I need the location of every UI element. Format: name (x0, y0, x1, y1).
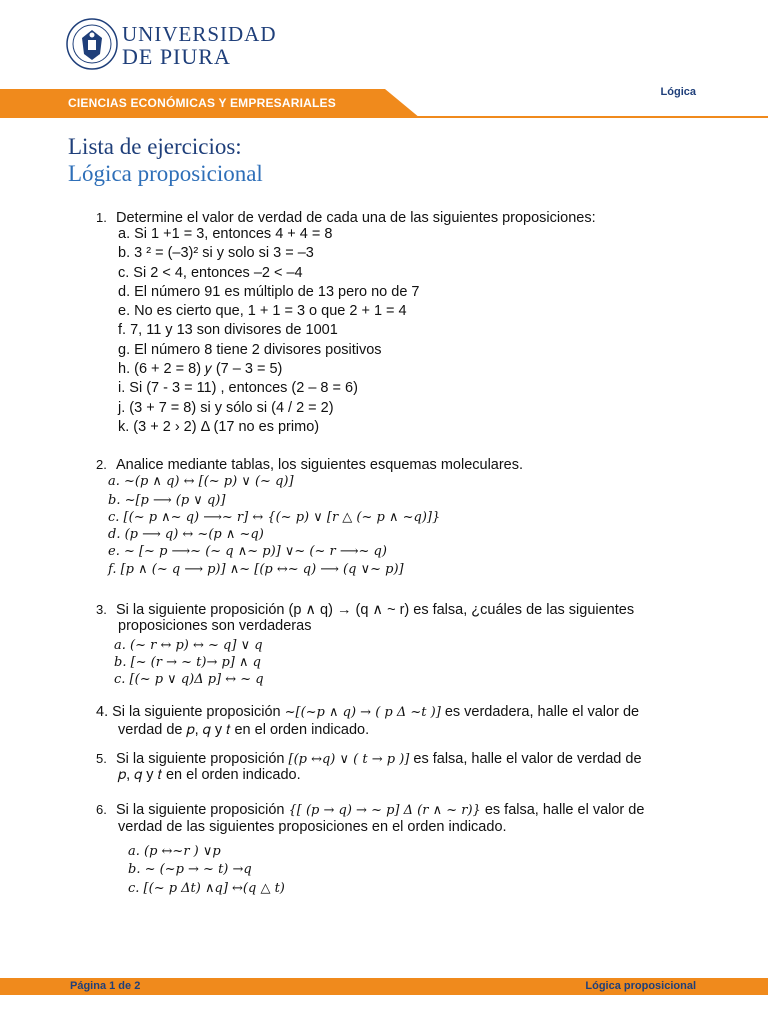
q1-item-d: d. El número 91 es múltiplo de 13 pero no de 7 (118, 284, 420, 300)
q2-number: 2. (96, 457, 107, 472)
university-name-line2: DE PIURA (122, 44, 231, 69)
q4-line1 (96, 703, 639, 723)
q5-line2: 𝑝, 𝑞 y 𝑡 en el orden indicado. (118, 767, 301, 783)
faculty-name: CIENCIAS ECONÓMICAS Y EMPRESARIALES (68, 96, 336, 110)
q2-item-c: c. [(~ 𝑝 ∧~ 𝑞) ⟶~ 𝑟] ↔ {(~ 𝑝) ∨ [𝑟 △ (~ 𝑝 ∧ ~𝑞)]} (108, 510, 441, 525)
q2-item-d: d. (𝑝 ⟶ 𝑞) ↔ ~(𝑝 ∧ ~𝑞) (108, 527, 264, 542)
q1-item-k: k. (3 + 2 › 2) Δ (17 no es primo) (118, 419, 320, 435)
q6-item-b: b. ~ (~𝑝 → ~ 𝑡) →𝑞 (128, 862, 252, 877)
q3-item-a: a. (~ 𝑟 ↔ 𝑝) ↔ ~ 𝑞] ∨ 𝑞 (114, 638, 263, 653)
q5-number: 5. (96, 751, 107, 766)
q2-item-e: e. ~ [~ 𝑝 ⟶~ (~ 𝑞 ∧~ 𝑝)] ∨~ (~ 𝑟 ⟶~ 𝑞) (108, 544, 387, 559)
q1-item-f: f. 7, 11 y 13 son divisores de 1001 (118, 322, 338, 338)
q6-item-c: c. [(~ 𝑝 Δ𝑡) ∧𝑞] ↔(𝑞 △ 𝑡) (128, 881, 285, 896)
q6-number: 6. (96, 802, 107, 817)
q3-number: 3. (96, 602, 107, 617)
q1-item-e: e. No es cierto que, 1 + 1 = 3 o que 2 + 1 = 4 (118, 303, 407, 319)
q4-formula: ~[(~𝑝 ∧ 𝑞) → ( 𝑝 Δ ~𝑡 )] (284, 705, 441, 720)
header-rule (0, 116, 768, 118)
q1-item-b: b. 3 ² = (–3)² si y solo si 3 = –3 (118, 245, 314, 261)
q2-item-b: b. ~[𝑝 ⟶ (𝑝 ∨ 𝑞)] (108, 493, 226, 508)
q3-prompt-1: Si la siguiente proposición (p ∧ q) → (q ∧ ~ r) es falsa, ¿cuáles de las siguientes (116, 602, 635, 618)
page-title: Lista de ejercicios: (68, 134, 242, 159)
q3-prompt-2: proposiciones son verdaderas (118, 618, 312, 634)
q1-item-c: c. Si 2 < 4, entonces –2 < –4 (118, 265, 303, 281)
q5-formula: [(𝑝 ↔𝑞) ∨ ( 𝑡 → 𝑝 )] (288, 752, 410, 767)
university-name-line1: UNIVERSIDAD (122, 22, 277, 46)
q1-item-j: j. (3 + 7 = 8) si y sólo si (4 / 2 = 2) (118, 400, 334, 416)
q5-text-start: Si la siguiente proposición (116, 751, 285, 767)
q4-text-start: 4. Si la siguiente proposición (96, 704, 281, 720)
q2-prompt: Analice mediante tablas, los siguientes esquemas moleculares. (116, 457, 524, 473)
q1-prompt: Determine el valor de verdad de cada una de las siguientes proposiciones: (116, 210, 596, 226)
q4-text-end: es verdadera, halle el valor de (444, 704, 640, 720)
footer-topic: Lógica proposicional (585, 980, 696, 992)
q4-line2: verdad de 𝑝, 𝑞 y 𝑡 en el orden indicado. (118, 722, 370, 738)
q1-item-h: h. (6 + 2 = 8) 𝑦 (7 – 3 = 5) (118, 361, 283, 377)
q1-number: 1. (96, 210, 107, 225)
q1-item-i: i. Si (7 - 3 = 11) , entonces (2 – 8 = 6) (118, 380, 358, 396)
q3-item-b: b. [~ (𝑟 → ~ 𝑡)→ 𝑝] ∧ 𝑞 (114, 655, 261, 670)
q6-text-start: Si la siguiente proposición (116, 802, 285, 818)
q1-item-a: a. Si 1 +1 = 3, entonces 4 + 4 = 8 (118, 226, 333, 242)
university-seal-logo (66, 14, 118, 74)
footer-page-number: Página 1 de 2 (70, 980, 141, 992)
page-subtitle: Lógica proposicional (68, 161, 263, 186)
q2-item-a: a. ~(𝑝 ∧ 𝑞) ↔ [(~ 𝑝) ∨ (~ 𝑞)] (108, 474, 294, 489)
course-name-header: Lógica (660, 86, 696, 98)
q6-formula: {[ (𝑝 → 𝑞) → ~ 𝑝] Δ (𝑟 ∧ ~ 𝑟)} (288, 803, 481, 818)
q6-item-a: a. (𝑝 ↔~𝑟 ) ∨𝑝 (128, 844, 221, 859)
q1-item-g: g. El número 8 tiene 2 divisores positivos (118, 342, 382, 358)
q2-item-f: f. [𝑝 ∧ (~ 𝑞 ⟶ 𝑝)] ∧~ [(𝑝 ↔~ 𝑞) ⟶ (𝑞 ∨~ 𝑝)] (108, 562, 404, 577)
q5-text-end: es falsa, halle el valor de verdad de (413, 751, 642, 767)
q6-text-end: es falsa, halle el valor de (484, 802, 645, 818)
q6-line2: verdad de las siguientes proposiciones en el orden indicado. (118, 819, 507, 835)
q3-item-c: c. [(~ 𝑝 ∨ 𝑞)Δ 𝑝] ↔ ~ 𝑞 (114, 672, 264, 687)
